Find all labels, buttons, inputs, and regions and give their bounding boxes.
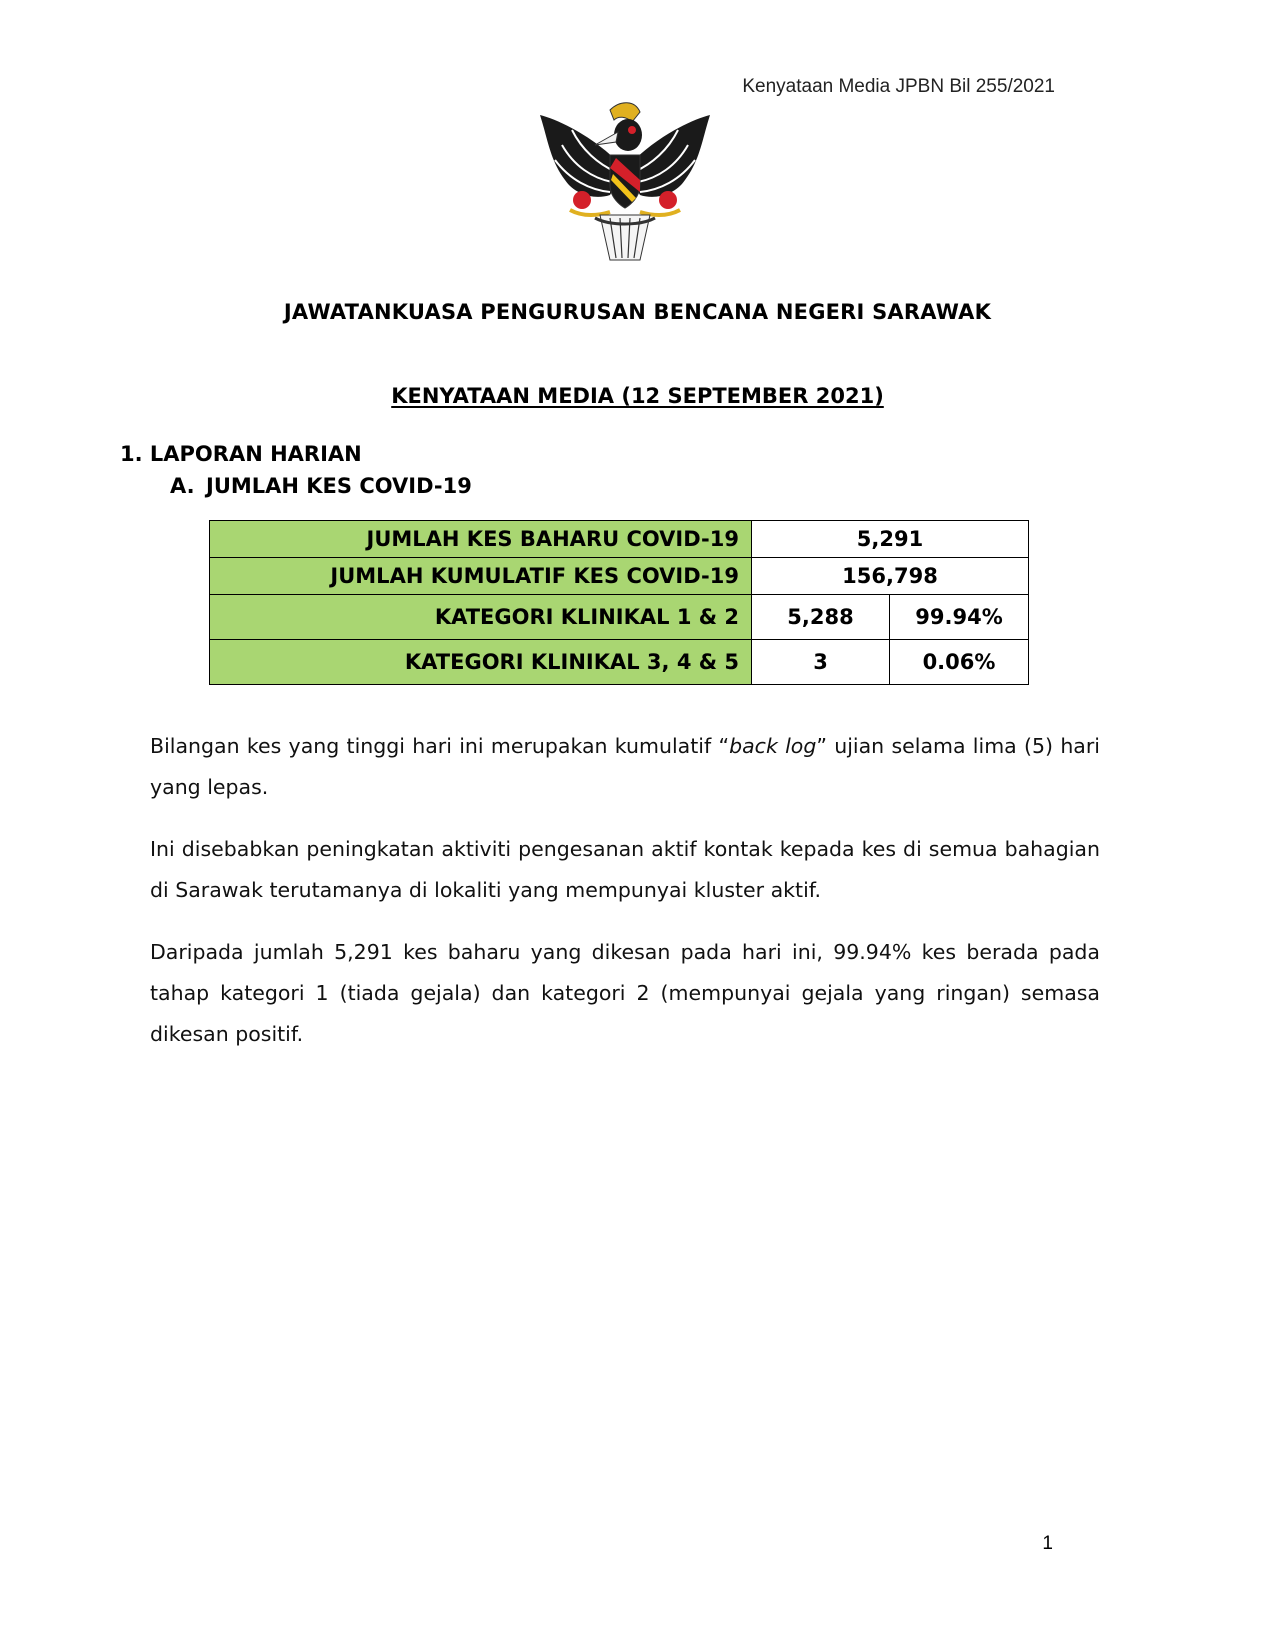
percent-category-3-4-5: 0.06% <box>890 640 1029 685</box>
covid-stats-table <box>209 520 1029 685</box>
paragraph-category-summary: Daripada jumlah 5,291 kes baharu yang dikesan pada hari ini, 99.94% kes berada pada tahap kategori 1 (tiada gejala) dan kategori 2 (mempunyai gejala yang ringan) semasa dikesan positif. <box>150 940 1100 1046</box>
value-new-cases: 5,291 <box>752 521 1029 558</box>
table-row <box>210 595 1029 640</box>
table-row <box>210 558 1029 595</box>
paragraph-backlog-italic: back log <box>729 734 817 758</box>
count-category-1-2: 5,288 <box>752 595 890 640</box>
table-row <box>210 640 1029 685</box>
count-category-3-4-5: 3 <box>752 640 890 685</box>
subsection-heading-total-cases <box>170 474 472 498</box>
page-number: 1 <box>1042 1533 1053 1554</box>
value-cumulative-cases: 156,798 <box>752 558 1029 595</box>
document-reference: Kenyataan Media JPBN Bil 255/2021 <box>742 76 1055 97</box>
subsection-title: JUMLAH KES COVID-19 <box>206 474 472 498</box>
paragraph-contact-tracing: Ini disebabkan peningkatan aktiviti pengesanan aktif kontak kepada kes di semua bahagian di Sarawak terutamanya di lokaliti yang mempunyai kluster aktif. <box>150 837 1100 902</box>
subsection-letter: A. <box>170 474 195 498</box>
table-row <box>210 521 1029 558</box>
organization-title: JAWATANKUASA PENGURUSAN BENCANA NEGERI SARAWAK <box>283 300 992 324</box>
paragraph-backlog-end: ” ujian selama lima (5) hari yang lepas. <box>150 734 1100 799</box>
row-label-category-1-2: KATEGORI KLINIKAL 1 & 2 <box>210 595 752 640</box>
row-label-cumulative-cases: JUMLAH KUMULATIF KES COVID-19 <box>210 558 752 595</box>
section-heading-daily-report: 1. LAPORAN HARIAN <box>120 442 362 466</box>
row-label-new-cases: JUMLAH KES BAHARU COVID-19 <box>210 521 752 558</box>
sarawak-coat-of-arms-icon <box>540 100 710 275</box>
paragraph-backlog <box>150 726 1100 808</box>
row-label-category-3-4-5: KATEGORI KLINIKAL 3, 4 & 5 <box>210 640 752 685</box>
paragraph-backlog-start: Bilangan kes yang tinggi hari ini merupakan kumulatif “ <box>150 734 730 758</box>
percent-category-1-2: 99.94% <box>890 595 1029 640</box>
statement-title: KENYATAAN MEDIA (12 SEPTEMBER 2021) <box>391 384 884 408</box>
